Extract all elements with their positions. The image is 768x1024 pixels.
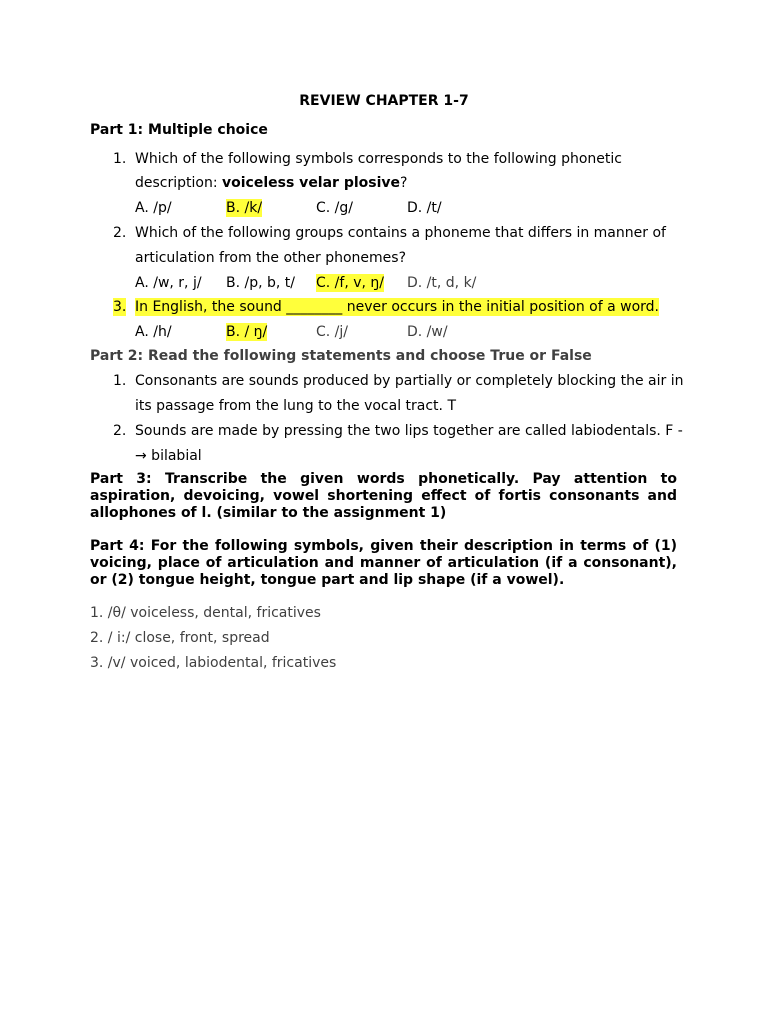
q2-number: 2.	[113, 225, 127, 241]
part4-answer-3: 3. /v/ voiced, labiodental, fricatives	[90, 655, 337, 671]
part4-answer-2: 2. / i:/ close, front, spread	[90, 630, 270, 646]
q3-option-d: D. /w/	[407, 324, 448, 340]
q1-option-a: A. /p/	[135, 200, 172, 216]
q1-line1: Which of the following symbols corresponds to the following phonetic	[135, 151, 622, 167]
part3-instructions: Part 3: Transcribe the given words phonetically. Pay attention to aspiration, devoicing, vowel shortening effect of fortis consonants and allophones of l. (similar to the assignment 1)	[90, 471, 677, 521]
q2-line2: articulation from the other phonemes?	[135, 250, 407, 266]
q2-option-a: A. /w, r, j/	[135, 275, 202, 291]
s2-line2: → bilabial	[135, 448, 202, 464]
part1-heading: Part 1: Multiple choice	[90, 122, 268, 138]
q1-line2-pre: description:	[135, 175, 223, 191]
q1-line2	[135, 174, 407, 192]
part2-heading: Part 2: Read the following statements and choose True or False	[90, 348, 592, 364]
q3-option-b: B. / ŋ/	[226, 324, 268, 340]
part4-answer-1: 1. /θ/ voiceless, dental, fricatives	[90, 605, 321, 621]
q1-line2-post: ?	[400, 175, 408, 191]
s2-line1: Sounds are made by pressing the two lips together are called labiodentals. F -	[135, 423, 683, 439]
q1-option-c: C. /g/	[316, 200, 353, 216]
s1-line2: its passage from the lung to the vocal tract. T	[135, 398, 456, 414]
q2-option-d: D. /t, d, k/	[407, 275, 477, 291]
s2-number: 2.	[113, 423, 127, 439]
q2-option-b: B. /p, b, t/	[226, 275, 296, 291]
q3-number: 3.	[113, 299, 127, 315]
q1-line2-bold: voiceless velar plosive	[222, 175, 401, 191]
q3-option-c: C. /j/	[316, 324, 348, 340]
part4-instructions: Part 4: For the following symbols, given their description in terms of (1) voicing, place of articulation and manner of articulation (if a consonant), or (2) tongue height, tongue part and lip shape (if a vowel).	[90, 538, 677, 588]
q1-option-d: D. /t/	[407, 200, 442, 216]
q2-option-c: C. /f, v, ŋ/	[316, 275, 384, 291]
s1-line1: Consonants are sounds produced by partially or completely blocking the air in	[135, 373, 684, 389]
q3-option-a: A. /h/	[135, 324, 172, 340]
s1-number: 1.	[113, 373, 127, 389]
q2-line1: Which of the following groups contains a phoneme that differs in manner of	[135, 225, 666, 241]
page-title: REVIEW CHAPTER 1-7	[299, 93, 469, 109]
q1-number: 1.	[113, 151, 127, 167]
q1-option-b: B. /k/	[226, 200, 263, 216]
q3-text: In English, the sound ________ never occurs in the initial position of a word.	[135, 299, 659, 315]
